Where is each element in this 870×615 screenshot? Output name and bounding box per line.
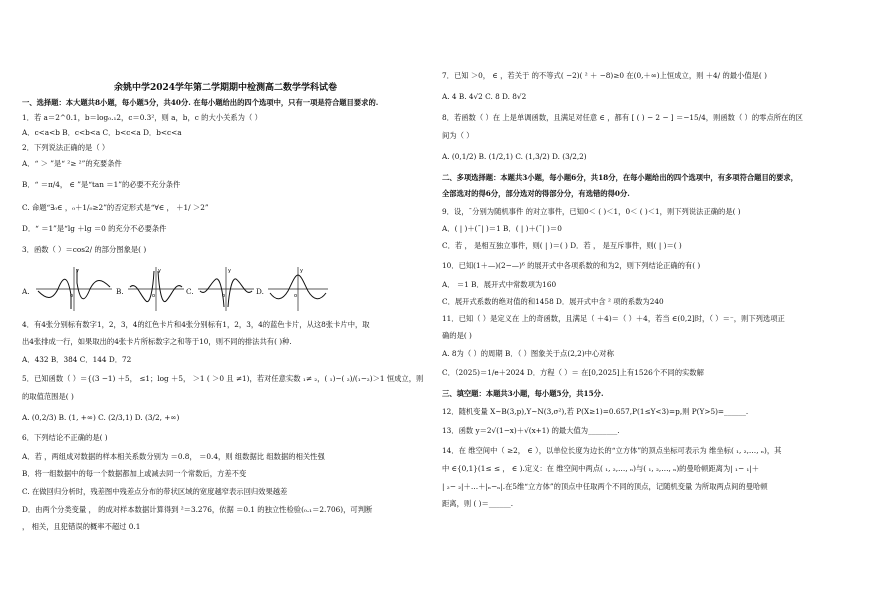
q2-option-a: A．“ ＞ ”是“ ²≥ ²”的充要条件 bbox=[22, 159, 122, 168]
svg-text:y: y bbox=[158, 268, 161, 274]
q2-option-d: D．“ ＝1”是“lg ＋lg ＝0 的充分不必要条件 bbox=[22, 224, 167, 233]
q7-options: A. 4 B. 4√2 C. 8 D. 8√2 bbox=[442, 92, 527, 101]
q12-stem: 12．随机变量 X~B(3,p),Y~N(3,σ²),若 P(X≥1)=0.657,P(1≤Y<3)=p,则 P(Y>5)=______. bbox=[442, 407, 749, 416]
q14-stem-line2: 中 ∈{0,1}(1≤ ≤ ， ∈ ).定义：在 维空间中两点( ₁, ₂,…, ₙ)与( ₁, ₂,…, ₙ)的曼哈顿距离为| ₁− ₁|＋ bbox=[442, 464, 760, 473]
graph-a-label: A. bbox=[22, 287, 30, 296]
q6-option-b: B．将一组数据中的每一个数据都加上或减去同一个常数后，方差不变 bbox=[22, 469, 247, 478]
q9-stem: 9．设，¯分别为随机事件 的对立事件，已知0＜ ( )＜1，0＜ ( )＜1，则下列说法正确的是( ) bbox=[442, 207, 741, 216]
q7-stem: 7．已知 ＞0， ∈ ，若关于 的不等式( −2)( ² ＋ −8)≥0 在(0,＋∞)上恒成立，则 ＋4/ 的最小值是( ) bbox=[442, 71, 767, 80]
q10-stem: 10．已知(1＋—)(2−—)⁶ 的展开式中各项系数的和为2，则下列结论正确的有( ) bbox=[442, 261, 701, 270]
q14-stem-line1: 14．在 维空间中（ ≥2， ∈ ），以单位长度为边长的“立方体”的顶点坐标可表示为 维坐标( ₁, ₂,…, ₙ)，其 bbox=[442, 446, 782, 455]
graph-b bbox=[126, 265, 186, 313]
q6-option-c: C. 在做回归分析时，残差图中残差点分布的带状区域的宽度越窄表示回归效果越差 bbox=[22, 487, 288, 496]
q11-stem-line2: 确的是( ) bbox=[442, 331, 472, 340]
q13-stem: 13．函数 y＝2√(1−x)＋√(x+1) 的最大值为________. bbox=[442, 426, 620, 435]
svg-text:y: y bbox=[300, 268, 303, 274]
graph-b-label: B. bbox=[116, 287, 124, 296]
q11-stem: 11．已知（ ）是定义在 上的奇函数，且满足（ ＋4)＝（ ）＋4，若当 ∈(0,2]时，（ ）＝⁻，则下列选项正 bbox=[442, 314, 785, 323]
q14-stem-line4: 距离，则 ( )＝______. bbox=[442, 499, 514, 508]
svg-text:o: o bbox=[294, 293, 298, 299]
q1-options: A．c<a<b B．c<b<a C．b<c<a D．b<c<a bbox=[22, 128, 182, 137]
exam-title: 余姚中学2024学年第二学期期中检测高二数学学科试卷 bbox=[114, 83, 338, 93]
q2-option-c: C. 命题“∃₀∈ ，₀＋1/₀≥2”的否定形式是“∀∈ ， ＋1/ ＞2” bbox=[22, 203, 209, 212]
q8-options: A. (0,1/2) B. (1/2,1) C. (1,3/2) D. (3/2,2) bbox=[442, 152, 587, 161]
q6-option-d-cont: ， 相关，且犯错误的概率不超过 0.1 bbox=[22, 522, 141, 531]
graph-d-label: D. bbox=[256, 287, 264, 296]
q5-stem-line2: 的取值范围是( ) bbox=[22, 392, 74, 401]
q2-stem: 2．下列说法正确的是（ ） bbox=[22, 143, 110, 152]
section-3-header: 三、填空题：本题共3小题，每小题5分，共15分. bbox=[442, 389, 604, 398]
q4-options: A．432 B．384 C．144 D．72 bbox=[22, 355, 132, 364]
q1-stem: 1．若 a＝2^0.1，b＝log₀.₁2，c＝0.3²，则 a，b，c 的大小关系为（ ） bbox=[22, 113, 262, 122]
section-2-header: 二、多项选择题：本题共3小题，每小题6分，共18分，在每小题给出的四个选项中，有多项符合题目的要求， bbox=[442, 173, 798, 182]
section-2-header-line2: 全部选对的得6分，部分选对的得部分分，有选错的得0分. bbox=[442, 189, 630, 198]
svg-text:o: o bbox=[70, 293, 74, 299]
q5-options: A. (0,2/3) B. (1, +∞) C. (2/3,1) D. (3/2, +∞) bbox=[22, 413, 180, 422]
q10-options-ab: A． ＝1 B．展开式中常数项为160 bbox=[442, 280, 557, 289]
q6-option-a: A．若 ，两组成对数据的样本相关系数分别为 ＝0.8， ＝0.4，则 组数据比 组数据的相关性强 bbox=[22, 452, 325, 461]
graph-a bbox=[34, 265, 114, 313]
q8-stem-line2: 间为（ ） bbox=[442, 131, 474, 140]
svg-text:y: y bbox=[228, 268, 231, 274]
svg-text:y: y bbox=[76, 268, 79, 274]
q3-stem: 3．函数（ ）＝cos2/ 的部分图象是( ) bbox=[22, 245, 147, 254]
graph-d bbox=[266, 265, 330, 313]
graph-c bbox=[196, 265, 256, 313]
q11-options-cd: C．（2025)＝1/e＋2024 D．方程（ ）＝ 在[0,2025]上有1526个不同的实数解 bbox=[442, 368, 704, 377]
q11-options-ab: A. 8为（ ）的周期 B．（ ）图象关于点(2,2)中心对称 bbox=[442, 349, 614, 358]
svg-text:o: o bbox=[152, 293, 156, 299]
q4-stem-line1: 4．有4张分别标有数字1，2，3，4的红色卡片和4张分别标有1，2，3，4的蓝色卡片，从这8张卡片中，取 bbox=[22, 320, 370, 329]
q2-option-b: B．“ ＝π/4， ∈ ”是“tan ＝1”的必要不充分条件 bbox=[22, 180, 181, 189]
q9-options-cd: C．若 ， 是相互独立事件，则( | )＝( ) D．若 ， 是互斥事件，则( | )＝( ) bbox=[442, 241, 682, 250]
q4-stem-line2: 出4张排成一行，如果取出的4张卡片所标数字之和等于10，则不同的排法共有( )种. bbox=[22, 337, 292, 346]
svg-text:o: o bbox=[222, 293, 226, 299]
q6-stem: 6．下列结论不正确的是( ) bbox=[22, 433, 108, 442]
q9-options-ab: A．( | )＋(¯| )＝1 B．( | )＋(¯| )＝0 bbox=[442, 224, 562, 233]
graph-c-label: C. bbox=[186, 287, 194, 296]
section-1-header: 一、选择题：本大题共8小题，每小题5分，共40分. 在每小题给出的四个选项中，只有一项是符合题目要求的. bbox=[22, 98, 379, 107]
q14-stem-line3: | ₂− ₂|＋…＋|ₙ−ₙ|.在5维“立方体”的顶点中任取两个不同的顶点，记随机变量 为所取两点间的曼哈顿 bbox=[442, 482, 768, 491]
q8-stem: 8．若函数（ ）在 上是单调函数，且满足对任意 ∈ ，都有 [ ( ) − 2 − ] ＝−15/4，则函数（ ）的零点所在的区 bbox=[442, 113, 803, 122]
q10-options-cd: C．展开式系数的绝对值的和1458 D．展开式中含 ² 项的系数为240 bbox=[442, 297, 664, 306]
q5-stem: 5．已知函数（ ）＝{(3 −1) ＋5， ≤1；log ＋5， ＞1 ( ＞0 且 ≠1)，若对任意实数 ₁≠ ₂，( ₁)−( ₂)/(₁−₂)＞1 恒成立，则 bbox=[22, 374, 424, 383]
q6-option-d: D．由两个分类变量 ， 的成对样本数据计算得到 ²＝3.276，依据 ＝0.1 的独立性检验(₀.₁＝2.706)，可判断 bbox=[22, 505, 373, 514]
